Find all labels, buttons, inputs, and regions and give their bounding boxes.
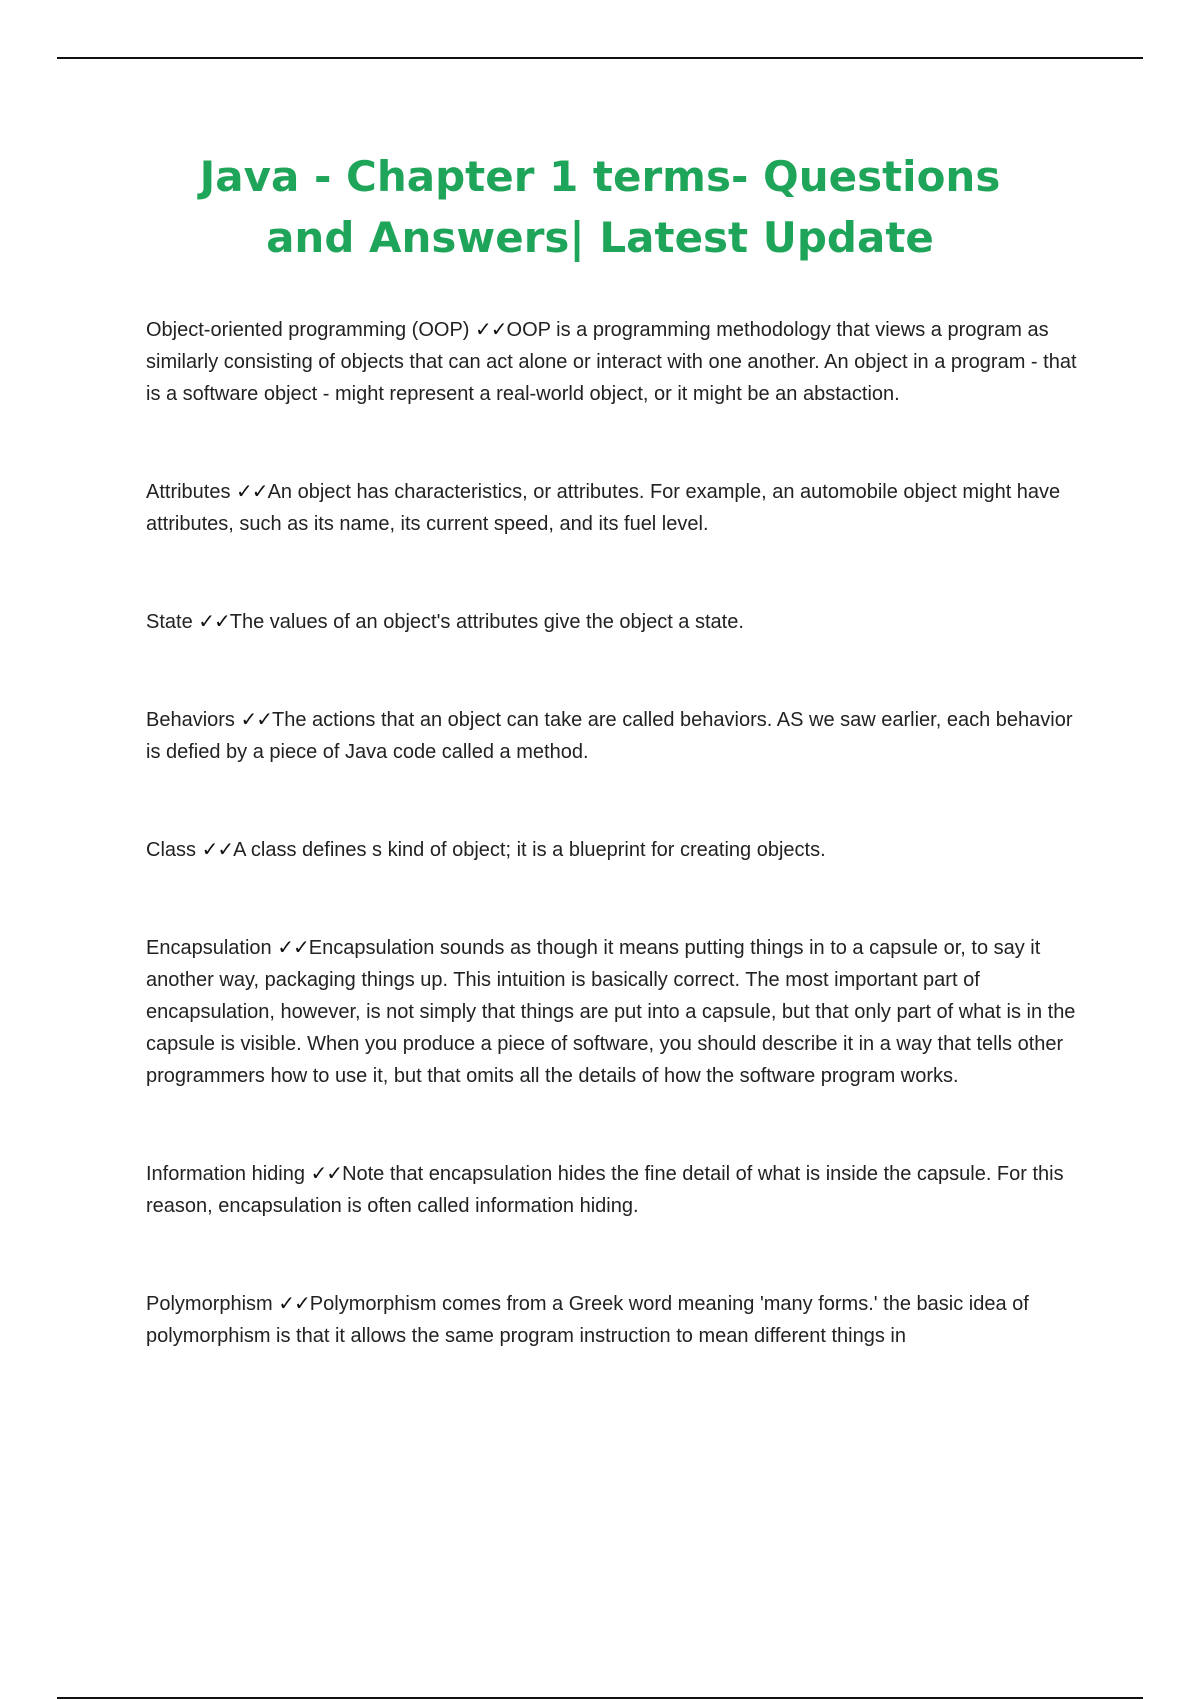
definition: An object has characteristics, or attributes. For example, an automobile object might have attributes, such as its name, its current speed, and its fuel level. xyxy=(146,481,1061,535)
check-icon: ✓✓ xyxy=(198,611,230,633)
definition: The values of an object's attributes give the object a state. xyxy=(229,611,744,633)
term-entry-class xyxy=(146,834,1086,866)
term-entry-attributes xyxy=(146,476,1086,540)
definition: The actions that an object can take are called behaviors. AS we saw earlier, each behavior is defied by a piece of Java code called a method. xyxy=(146,709,1073,763)
term-entry-polymorphism xyxy=(146,1288,1086,1352)
bottom-rule xyxy=(57,1697,1143,1699)
definition: Note that encapsulation hides the fine detail of what is inside the capsule. For this reason, encapsulation is often called information hiding. xyxy=(146,1163,1064,1217)
term: Encapsulation xyxy=(146,937,272,959)
check-icon: ✓✓ xyxy=(277,937,309,959)
check-icon: ✓✓ xyxy=(240,709,273,731)
terms-list xyxy=(146,314,1086,1352)
term: Polymorphism xyxy=(146,1293,273,1315)
term-entry-information-hiding xyxy=(146,1158,1086,1222)
check-icon: ✓✓ xyxy=(278,1293,310,1315)
check-icon: ✓✓ xyxy=(236,481,268,503)
check-icon: ✓✓ xyxy=(201,839,234,861)
term: Information hiding xyxy=(146,1163,305,1185)
term-entry-oop xyxy=(146,314,1086,410)
document-title: Java - Chapter 1 terms- Questions and Answers| Latest Update xyxy=(199,152,1001,262)
term: Class xyxy=(146,839,197,861)
definition: Polymorphism comes from a Greek word meaning 'many forms.' the basic idea of polymorphism is that it allows the same program instruction to mean different things in xyxy=(146,1293,1029,1347)
term: Attributes xyxy=(146,481,231,503)
definition: A class defines s kind of object; it is a blueprint for creating objects. xyxy=(233,839,826,861)
term-entry-state xyxy=(146,606,1086,638)
definition: OOP is a programming methodology that views a program as similarly consisting of objects that can act alone or interact with one another. An object in a program - that is a software object - might represent a real-world object, or it might be an abstaction. xyxy=(146,319,1077,405)
check-icon: ✓✓ xyxy=(475,319,507,341)
check-icon: ✓✓ xyxy=(310,1163,343,1185)
term: State xyxy=(146,611,193,633)
term: Object-oriented programming (OOP) xyxy=(146,319,470,341)
term: Behaviors xyxy=(146,709,235,731)
term-entry-behaviors xyxy=(146,704,1086,768)
top-rule xyxy=(57,57,1143,59)
term-entry-encapsulation xyxy=(146,932,1086,1092)
definition: Encapsulation sounds as though it means putting things in to a capsule or, to say it another way, packaging things up. This intuition is basically correct. The most important part of encapsulation, however, is not simply that things are put into a capsule, but that only part of what is in the capsule is visible. When you produce a piece of software, you should describe it in a way that tells other programmers how to use it, but that omits all the details of how the software program works. xyxy=(146,937,1076,1087)
